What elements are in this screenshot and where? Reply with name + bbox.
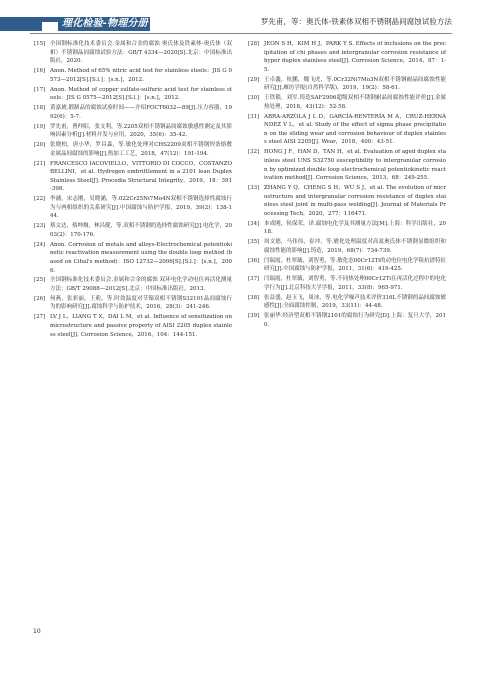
reference-number: [31] [248,113,260,120]
reference-text: FRANCESCO IACOVIELLO，VITTORIO DI COCCO，COSTANZO BELLINI，et al. Hydrogen embrittlement in a 2101 lean Duplex Stainless Steel[J]. Procedia Structural Integrity，2019，18：391-398. [50,160,232,193]
reference-text: 全国钢标准化技术委员会.金属和合金的腐蚀 双环电化学动电位再活化测量方法：GB/T 29088—2012[S].北京：中国标准出版社，2013. [50,277,232,292]
reference-entry [34,195,232,221]
reference-entry [248,294,446,311]
reference-entry [34,104,232,121]
reference-entry [34,141,232,158]
reference-number: [24] [34,241,46,248]
reference-entry [248,40,446,74]
reference-text: 王铁锁，刘军.铸造SAF2906超级双相不锈钢耐晶间腐蚀性能评价[J].金属热处理，2018，43(12)：52-58. [264,95,446,110]
reference-number: [27] [34,314,46,321]
reference-entry [248,257,446,274]
reference-text: 张丽华.经济型双相不锈钢2101的腐蚀行为研究[D].上海：复旦大学，2010. [264,313,446,328]
reference-text: 周文德，马伟伟，崔冲，等.敏化处理温度对高氮奥氏体不锈钢显微组织和腐蚀性能的影响[J].铸造，2019，68(7)：734-739. [264,239,446,254]
reference-text: 张晓柏，唐小华，罗昌森，等.敏化处理对CHS2209双相不锈钢焊条熔敷金属晶间腐蚀的影响[J].热加工工艺，2018，47(12)：191-194. [50,142,232,157]
reference-text: 张益盛，赵玉飞，周冰，等.电化学噪声技术评价316L不锈钢的晶间腐蚀敏感性[J].全面腐蚀控制，2019，33(11)：44-48. [264,294,446,310]
reference-entry [34,241,232,275]
references-right-column [248,40,446,331]
reference-text: 闫瑞霞，杜翠薇，刘智勇，等.敏化态00Cr12Ti的动电位电化学阻抗谱特征研究[J].中国腐蚀与防护学报，2011，31(6)：419-425. [264,257,447,273]
reference-number: [19] [34,123,46,130]
reference-number: [33] [248,184,260,191]
reference-number: [22] [34,196,46,203]
reference-number: [23] [34,223,46,230]
reference-entry [34,123,232,140]
reference-text: 全国钢标准化技术委员会.金属和合金的腐蚀 奥氏体及铁素体-奥氏体（双相）不锈钢晶间腐蚀试验方法：GB/T 4334—2020[S].北京：中国标准出版社，2020. [50,41,232,65]
reference-text: 黄嘉琥.锻制品的腐蚀试验时间——介绍FOCT6032—89[J].压力容器，1992(6)：5-7. [50,105,232,120]
reference-text: 李涵，宋志刚，吴晓涵，等.022Cr25Ni7Mo4N双相不锈钢选择性腐蚀行为与两相组织的关系研究[J].中国腐蚀与防护学报，2019，39(2)：138-144. [50,196,232,220]
reference-number: [37] [248,276,260,283]
header-rule [30,33,452,34]
reference-number: [32] [248,149,260,156]
reference-number: [39] [248,313,260,320]
reference-number: [26] [34,295,46,302]
reference-text: 闫瑞霞，杜翠薇，刘智勇，等.不同热处理00Cr12Ti在再活化过程中的电化学行为[J].北京科技大学学报，2011，33(8)：965-971. [264,276,447,291]
reference-text: JEON S H，KIM H J，PARK Y S. Effects of inclusions on the precipitation of chi phases and intergranular corrosion resistance of hyper duplex stainless steel[J]. Corrosion Science，2014，87：1-5. [264,41,446,73]
reference-number: [16] [34,68,46,75]
reference-text: ZHANG Y Q，CHENG S H，WU S J，et al. The evolution of microstructure and intergranular corrosion resistance of duplex stainless steel joint in multi-pass welding[J]. Journal of Materials Processing Tech，2020，277：116471. [264,184,446,217]
references-left-column [34,40,232,340]
reference-number: [28] [248,41,260,47]
journal-logo-text: 理化检验-物理分册 [62,18,148,29]
reference-entry [34,313,232,339]
reference-number: [29] [248,76,260,83]
reference-text: HONG J F，HAN D，TAN H，et al. Evaluation of aged duplex stainless steel UNS S32750 susceptibility to intergranular corrosion by optimized double loop electrochemical potentiokinetic reactivation method[J]. Corrosion Science，2013，68：249-255. [264,149,446,182]
reference-text: Anon. Method of copper sulfate-sulfuric acid test for stainless steels：JIS G 0575—2012[S].[S.l.]：[s.n.]，2012. [50,86,232,102]
reference-text: Anon. Method of 65% nitric acid test for stainless steels：JIS G 0573—2012[S].[S.l.]：[s.n.]，2012. [50,68,232,83]
reference-number: [20] [34,142,46,149]
reference-number: [25] [34,277,46,284]
reference-text: 罗先甫，曹仲阳，张文利，等.2205双相不锈钢晶间腐蚀敏感性测定及其影响因素分析[J].材料开发与应用，2020，35(6)：35-42. [50,123,232,139]
reference-entry [248,275,446,292]
reference-number: [36] [248,257,260,264]
reference-number: [21] [34,160,46,167]
reference-entry [34,276,232,293]
reference-entry [248,148,446,182]
reference-entry [34,222,232,239]
reference-number: [30] [248,95,260,102]
reference-text: 本成刚，侯保荣，译.腐蚀电化学及其测量方法[M].上海：科学出版社，2018. [264,220,446,236]
reference-entry [34,295,232,312]
journal-logo-mark [42,22,61,31]
reference-entry [248,76,446,93]
reference-number: [17] [34,86,46,93]
reference-text: LV J L，LIANG T X，DAI L M，et al. Influence of sensitization on microstructure and passive property of AISI 2205 duplex stainless steel[J]. Corrosion Science，2016，104：144-151. [50,314,232,338]
reference-entry [248,238,446,255]
reference-text: ABRA-ARZOLA J L D，GARCÍA-RENTERÍA M A，CRUZ-HERNÁNDEZ V L，et al. Study of the effect of sigma phase precipitation on the sliding wear and corrosion behaviour of duplex stainless steel AISI 2205[J]. Wear，2018，400：43-51. [264,113,446,146]
reference-text: 王卓鑫，杭鹏，魏飞虎，等.0Cr32Ni7Mo3N双相不锈钢耐晶间腐蚀性能研究[J].雁坊学报(自然科学版)，2019，19(2)：58-61. [264,76,446,92]
reference-entry [248,94,446,111]
reference-number: [15] [34,41,46,47]
reference-entry [34,160,232,194]
reference-text: 何燕，张彩丽，王莉，等.时效温度对节镍双相不锈钢S32101晶间腐蚀行为的影响研究[J].腐蚀科学与防护技术，2016，28(3)：241-246. [50,295,232,311]
reference-number: [35] [248,239,260,246]
reference-number: [34] [248,220,260,227]
reference-text: Anon. Corrosion of metals and alloys-Electrochemical potentiokinetic reactivation measurement using the double loop method (based on Cihal's method)：ISO 12732—2006[S].[S.l.]：[s.n.]，2006. [50,241,232,274]
reference-entry [34,67,232,84]
reference-entry [248,113,446,147]
reference-entry [34,40,232,66]
reference-entry [34,86,232,103]
reference-entry [248,184,446,218]
reference-number: [38] [248,294,260,301]
reference-entry [248,220,446,237]
reference-text: 蔡文达，蔡坤炯，林昌健，等.双相不锈钢的选择性腐蚀研究[J].电化学，2003(2)：170-176. [50,223,232,238]
page-header [0,0,480,40]
reference-entry [248,312,446,329]
reference-number: [18] [34,105,46,112]
running-head: 罗先甫，等：奥氏体-铁素体双相不锈钢晶间腐蚀试验方法 [260,17,452,26]
page-number: 10 [33,628,41,635]
